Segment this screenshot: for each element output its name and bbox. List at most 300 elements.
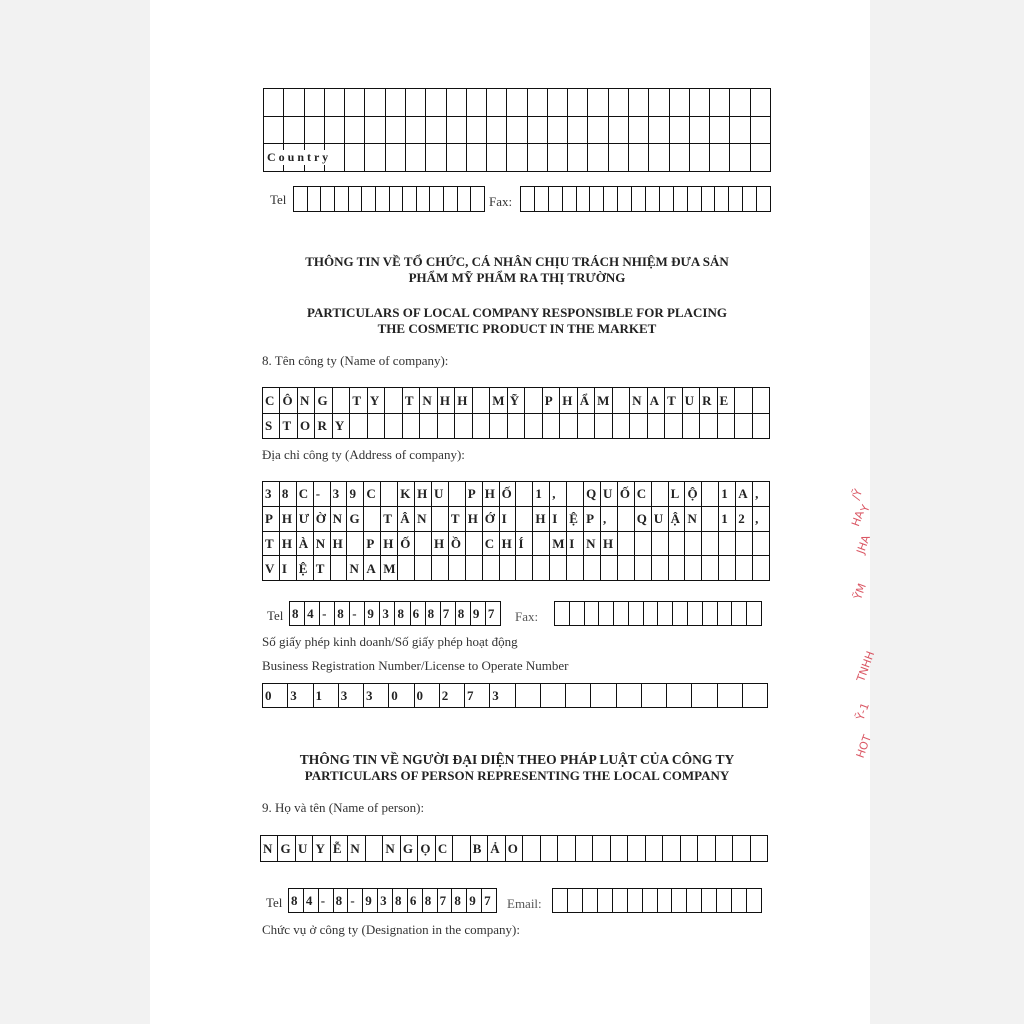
grid-cell: [649, 144, 669, 172]
person-name-cell: [576, 836, 593, 862]
address-cell: [331, 556, 348, 581]
company-name-cell: T: [280, 414, 297, 440]
address-cell: Ồ: [449, 532, 466, 557]
address-cell: [516, 482, 533, 507]
company-name-cell: Ẩ: [578, 388, 595, 414]
address-cell: [618, 556, 635, 581]
address-cell: Ố: [398, 532, 415, 557]
address-cell: I: [550, 507, 567, 532]
address-cell: ,: [753, 482, 770, 507]
address-cell: [381, 482, 398, 507]
grid-cell: [447, 144, 467, 172]
company-name-cell: M: [490, 388, 507, 414]
person-email-field[interactable]: [552, 888, 762, 913]
company-name-cell: [613, 414, 630, 440]
person-name-cell: Ọ: [418, 836, 435, 862]
company-name-cell: H: [560, 388, 577, 414]
address-cell: [719, 532, 736, 557]
fax-digit-cell: [577, 187, 591, 212]
fax-digit-cell: [632, 187, 646, 212]
company-name-cell: [735, 414, 752, 440]
email-cell: [732, 889, 747, 913]
address-cell: U: [432, 482, 449, 507]
email-cell: [583, 889, 598, 913]
grid-cell: [305, 89, 325, 117]
grid-cell: [528, 89, 548, 117]
address-cell: 3: [263, 482, 280, 507]
fax-digit-cell: [555, 602, 570, 626]
company-name-cell: [700, 414, 717, 440]
company-name-cell: S: [263, 414, 280, 440]
fax-digit-cell: [658, 602, 673, 626]
tel-digit-cell: [403, 187, 417, 212]
address-cell: Ệ: [567, 507, 584, 532]
address-cell: [347, 532, 364, 557]
address-cell: [753, 556, 770, 581]
grid-cell: [467, 117, 487, 145]
license-label-vi: Số giấy phép kinh doanh/Số giấy phép hoạt động: [262, 634, 518, 649]
company-name-cell: [455, 414, 472, 440]
company-name-cell: T: [403, 388, 420, 414]
address-cell: À: [297, 532, 314, 557]
grid-cell: [406, 89, 426, 117]
company-name-cell: Y: [368, 388, 385, 414]
grid-cell: [568, 144, 588, 172]
company-name-cell: [473, 388, 490, 414]
address-cell: 8: [280, 482, 297, 507]
grid-cell: [588, 117, 608, 145]
company-name-cell: Ỹ: [508, 388, 525, 414]
fax-digit-cell: [646, 187, 660, 212]
company-name-cell: H: [455, 388, 472, 414]
fax-digit-cell: [674, 187, 688, 212]
fax-digit-cell: [590, 187, 604, 212]
email-cell: [628, 889, 643, 913]
address-cell: A: [364, 556, 381, 581]
address-cell: [652, 532, 669, 557]
company-name-cell: [403, 414, 420, 440]
grid-cell: [406, 117, 426, 145]
address-cell: [432, 507, 449, 532]
grid-cell: [528, 117, 548, 145]
address-cell: H: [533, 507, 550, 532]
address-cell: Ờ: [314, 507, 331, 532]
address-cell: [702, 532, 719, 557]
grid-cell: [751, 144, 771, 172]
license-digit-cell: [566, 684, 591, 708]
company-name-cell: N: [298, 388, 315, 414]
tel-digit-cell: [294, 187, 308, 212]
company-name-cell: P: [543, 388, 560, 414]
fax-digit-cell: [535, 187, 549, 212]
address-cell: T: [263, 532, 280, 557]
person-name-cell: G: [401, 836, 418, 862]
address-cell: C: [297, 482, 314, 507]
license-number-grid[interactable]: [262, 683, 768, 708]
grid-cell: [386, 89, 406, 117]
address-cell: T: [449, 507, 466, 532]
address-cell: T: [314, 556, 331, 581]
email-cell: [747, 889, 762, 913]
tel-digit-cell: 3: [378, 889, 393, 913]
person-name-cell: [541, 836, 558, 862]
person-email-label: Email:: [507, 896, 542, 911]
address-cell: [635, 556, 652, 581]
grid-cell: [690, 144, 710, 172]
address-cell: 1: [719, 507, 736, 532]
tel-digit-cell: 8: [456, 602, 471, 626]
address-cell: Ộ: [685, 482, 702, 507]
tel-digit-cell: [390, 187, 404, 212]
grid-cell: [649, 89, 669, 117]
company-name-cell: [473, 414, 490, 440]
person-name-cell: N: [383, 836, 400, 862]
license-digit-cell: [617, 684, 642, 708]
person-name-cell: Y: [313, 836, 330, 862]
person-name-cell: C: [436, 836, 453, 862]
person-name-cell: [716, 836, 733, 862]
grid-cell: [548, 144, 568, 172]
company-name-cell: T: [665, 388, 682, 414]
license-digit-cell: [667, 684, 692, 708]
address-cell: -: [314, 482, 331, 507]
address-cell: [533, 556, 550, 581]
address-cell: H: [432, 532, 449, 557]
person-name-cell: Ễ: [331, 836, 348, 862]
address-cell: H: [500, 532, 517, 557]
fax-digit-cell: [521, 187, 535, 212]
address-cell: Ố: [618, 482, 635, 507]
grid-cell: [507, 117, 527, 145]
address-cell: [415, 532, 432, 557]
company-name-cell: M: [595, 388, 612, 414]
address-cell: ,: [601, 507, 618, 532]
grid-cell: [548, 89, 568, 117]
fax-digit-cell: [673, 602, 688, 626]
stamp-fragment: JHA: [854, 533, 873, 556]
grid-cell: [386, 117, 406, 145]
address-cell: Q: [584, 482, 601, 507]
address-cell: [567, 556, 584, 581]
address-cell: P: [263, 507, 280, 532]
tel-digit-cell: [471, 187, 485, 212]
tel-digit-cell: 7: [482, 889, 497, 913]
license-digit-cell: 3: [288, 684, 313, 708]
tel-digit-cell: 8: [423, 889, 438, 913]
tel-digit-cell: -: [348, 889, 363, 913]
company-address-label: Địa chỉ công ty (Address of company):: [262, 447, 465, 462]
address-cell: [516, 556, 533, 581]
grid-cell: [730, 117, 750, 145]
license-digit-cell: 7: [465, 684, 490, 708]
representative-heading-vi: THÔNG TIN VỀ NGƯỜI ĐẠI DIỆN THEO PHÁP LUẬT CỦA CÔNG TY: [299, 752, 735, 767]
address-cell: [449, 556, 466, 581]
fax-digit-cell: [585, 602, 600, 626]
address-cell: L: [669, 482, 686, 507]
person-name-cell: [558, 836, 575, 862]
company-name-cell: [525, 388, 542, 414]
company-tel-field[interactable]: [289, 601, 501, 626]
grid-cell: [487, 117, 507, 145]
address-cell: [719, 556, 736, 581]
stamp-fragment: HA: [849, 508, 867, 529]
company-name-cell: G: [315, 388, 332, 414]
company-name-cell: E: [718, 388, 735, 414]
tel-digit-cell: 8: [426, 602, 441, 626]
address-cell: [584, 556, 601, 581]
grid-cell: [649, 117, 669, 145]
person-name-cell: [366, 836, 383, 862]
company-name-cell: H: [438, 388, 455, 414]
company-name-cell: [385, 388, 402, 414]
company-name-cell: N: [630, 388, 647, 414]
address-cell: Q: [635, 507, 652, 532]
top-tel-field[interactable]: [293, 186, 485, 212]
grid-cell: [568, 117, 588, 145]
grid-cell: [345, 89, 365, 117]
grid-cell: [670, 144, 690, 172]
tel-digit-cell: -: [350, 602, 365, 626]
license-digit-cell: 3: [339, 684, 364, 708]
stamp-fragment: Y: [858, 503, 873, 514]
fax-digit-cell: [757, 187, 771, 212]
fax-digit-cell: [618, 187, 632, 212]
tel-digit-cell: 6: [411, 602, 426, 626]
email-cell: [672, 889, 687, 913]
grid-cell: [365, 89, 385, 117]
tel-digit-cell: 4: [304, 889, 319, 913]
top-fax-label: Fax:: [489, 194, 513, 209]
address-cell: [550, 556, 567, 581]
address-cell: [500, 556, 517, 581]
address-cell: C: [364, 482, 381, 507]
grid-cell: [345, 117, 365, 145]
address-cell: G: [347, 507, 364, 532]
address-cell: Ậ: [669, 507, 686, 532]
grid-cell: [670, 89, 690, 117]
grid-cell: [548, 117, 568, 145]
address-cell: [483, 556, 500, 581]
grid-cell: [730, 89, 750, 117]
company-name-cell: Ô: [280, 388, 297, 414]
company-name-cell: N: [420, 388, 437, 414]
grid-cell: [528, 144, 548, 172]
fax-digit-cell: [660, 187, 674, 212]
address-cell: H: [601, 532, 618, 557]
tel-digit-cell: [444, 187, 458, 212]
company-name-cell: [385, 414, 402, 440]
address-cell: [652, 556, 669, 581]
fax-digit-cell: [563, 187, 577, 212]
address-cell: C: [635, 482, 652, 507]
grid-cell: [710, 89, 730, 117]
grid-cell: [588, 89, 608, 117]
person-name-grid: [260, 835, 768, 862]
address-cell: [702, 556, 719, 581]
address-cell: [685, 532, 702, 557]
grid-cell: [386, 144, 406, 172]
email-cell: [658, 889, 673, 913]
grid-cell: [406, 144, 426, 172]
grid-cell: [690, 117, 710, 145]
license-digit-cell: [541, 684, 566, 708]
grid-cell: [629, 144, 649, 172]
address-cell: P: [466, 482, 483, 507]
address-cell: [449, 482, 466, 507]
tel-digit-cell: 8: [395, 602, 410, 626]
tel-digit-cell: [417, 187, 431, 212]
grid-cell: [305, 117, 325, 145]
company-name-cell: [543, 414, 560, 440]
address-cell: I: [280, 556, 297, 581]
address-cell: [736, 556, 753, 581]
address-cell: N: [347, 556, 364, 581]
address-cell: P: [364, 532, 381, 557]
grid-cell: [487, 144, 507, 172]
person-name-cell: [628, 836, 645, 862]
tel-digit-cell: [362, 187, 376, 212]
fax-digit-cell: [703, 602, 718, 626]
license-digit-cell: [591, 684, 616, 708]
person-tel-field[interactable]: [288, 888, 497, 913]
email-cell: [687, 889, 702, 913]
address-cell: N: [685, 507, 702, 532]
tel-digit-cell: 3: [380, 602, 395, 626]
company-name-cell: [665, 414, 682, 440]
address-cell: N: [314, 532, 331, 557]
tel-digit-cell: [321, 187, 335, 212]
company-name-cell: R: [700, 388, 717, 414]
person-name-cell: O: [506, 836, 523, 862]
address-cell: Í: [516, 532, 533, 557]
address-cell: [415, 556, 432, 581]
address-cell: [736, 532, 753, 557]
tel-digit-cell: 8: [334, 889, 349, 913]
fax-digit-cell: [604, 187, 618, 212]
license-digit-cell: 0: [389, 684, 414, 708]
stamp-fragment: ỸM: [851, 581, 869, 602]
tel-digit-cell: 8: [290, 602, 305, 626]
email-cell: [702, 889, 717, 913]
top-tel-label: Tel: [270, 192, 287, 207]
address-cell: ,: [753, 507, 770, 532]
address-cell: Ệ: [297, 556, 314, 581]
person-name-cell: N: [348, 836, 365, 862]
address-cell: H: [280, 532, 297, 557]
address-cell: [601, 556, 618, 581]
company-name-cell: [420, 414, 437, 440]
fax-digit-cell: [614, 602, 629, 626]
top-fax-field[interactable]: [520, 186, 771, 212]
tel-digit-cell: -: [320, 602, 335, 626]
grid-cell: [284, 89, 304, 117]
tel-digit-cell: 9: [471, 602, 486, 626]
grid-cell: [447, 89, 467, 117]
address-cell: H: [483, 482, 500, 507]
fax-digit-cell: [702, 187, 716, 212]
address-cell: U: [652, 507, 669, 532]
grid-cell: [325, 117, 345, 145]
address-cell: Â: [398, 507, 415, 532]
company-fax-label: Fax:: [515, 609, 539, 624]
company-name-cell: [368, 414, 385, 440]
tel-digit-cell: 7: [438, 889, 453, 913]
address-cell: N: [331, 507, 348, 532]
grid-cell: [426, 144, 446, 172]
company-name-cell: [595, 414, 612, 440]
address-cell: H: [331, 532, 348, 557]
tel-digit-cell: 8: [393, 889, 408, 913]
grid-cell: [325, 89, 345, 117]
address-cell: M: [550, 532, 567, 557]
grid-cell: [507, 89, 527, 117]
local-company-heading-vi: THÔNG TIN VỀ TỔ CHỨC, CÁ NHÂN CHỊU TRÁCH NHIỆM ĐƯA SẢN PHẨM MỸ PHẨM RA THỊ TRƯỜNG: [305, 254, 729, 285]
company-name-cell: [683, 414, 700, 440]
address-cell: [669, 532, 686, 557]
company-name-cell: [630, 414, 647, 440]
company-fax-field[interactable]: [554, 601, 762, 626]
person-name-cell: G: [278, 836, 295, 862]
grid-cell: [264, 89, 284, 117]
tel-digit-cell: 7: [441, 602, 456, 626]
person-name-cell: [611, 836, 628, 862]
address-cell: [364, 507, 381, 532]
address-cell: M: [381, 556, 398, 581]
company-name-cell: [333, 388, 350, 414]
grid-cell: [487, 89, 507, 117]
fax-digit-cell: [732, 602, 747, 626]
license-digit-cell: [642, 684, 667, 708]
license-digit-cell: 3: [364, 684, 389, 708]
tel-digit-cell: [376, 187, 390, 212]
company-name-cell: A: [648, 388, 665, 414]
grid-cell: [365, 117, 385, 145]
company-name-cell: [648, 414, 665, 440]
address-cell: [753, 532, 770, 557]
company-name-cell: [508, 414, 525, 440]
local-company-heading-en: PARTICULARS OF LOCAL COMPANY RESPONSIBLE FOR PLACING THE COSMETIC PRODUCT IN THE MARKET: [307, 305, 727, 336]
person-name-cell: Ả: [488, 836, 505, 862]
address-cell: C: [483, 532, 500, 557]
tel-digit-cell: 8: [289, 889, 304, 913]
address-cell: H: [280, 507, 297, 532]
company-name-grid: [262, 387, 770, 439]
person-name-cell: [698, 836, 715, 862]
company-name-cell: T: [350, 388, 367, 414]
license-digit-cell: [718, 684, 743, 708]
address-cell: P: [584, 507, 601, 532]
address-cell: [432, 556, 449, 581]
email-cell: [598, 889, 613, 913]
tel-digit-cell: [430, 187, 444, 212]
company-name-cell: [753, 414, 770, 440]
address-cell: A: [736, 482, 753, 507]
fax-digit-cell: [599, 602, 614, 626]
company-name-cell: [560, 414, 577, 440]
tel-digit-cell: 7: [486, 602, 501, 626]
company-name-label: 8. Tên công ty (Name of company):: [262, 353, 449, 368]
grid-cell: [264, 117, 284, 145]
person-tel-label: Tel: [266, 895, 283, 910]
person-name-cell: [663, 836, 680, 862]
license-digit-cell: 0: [263, 684, 288, 708]
person-name-cell: N: [261, 836, 278, 862]
address-cell: [702, 482, 719, 507]
address-cell: [466, 532, 483, 557]
grid-cell: [609, 117, 629, 145]
fax-digit-cell: [718, 602, 733, 626]
address-cell: N: [584, 532, 601, 557]
